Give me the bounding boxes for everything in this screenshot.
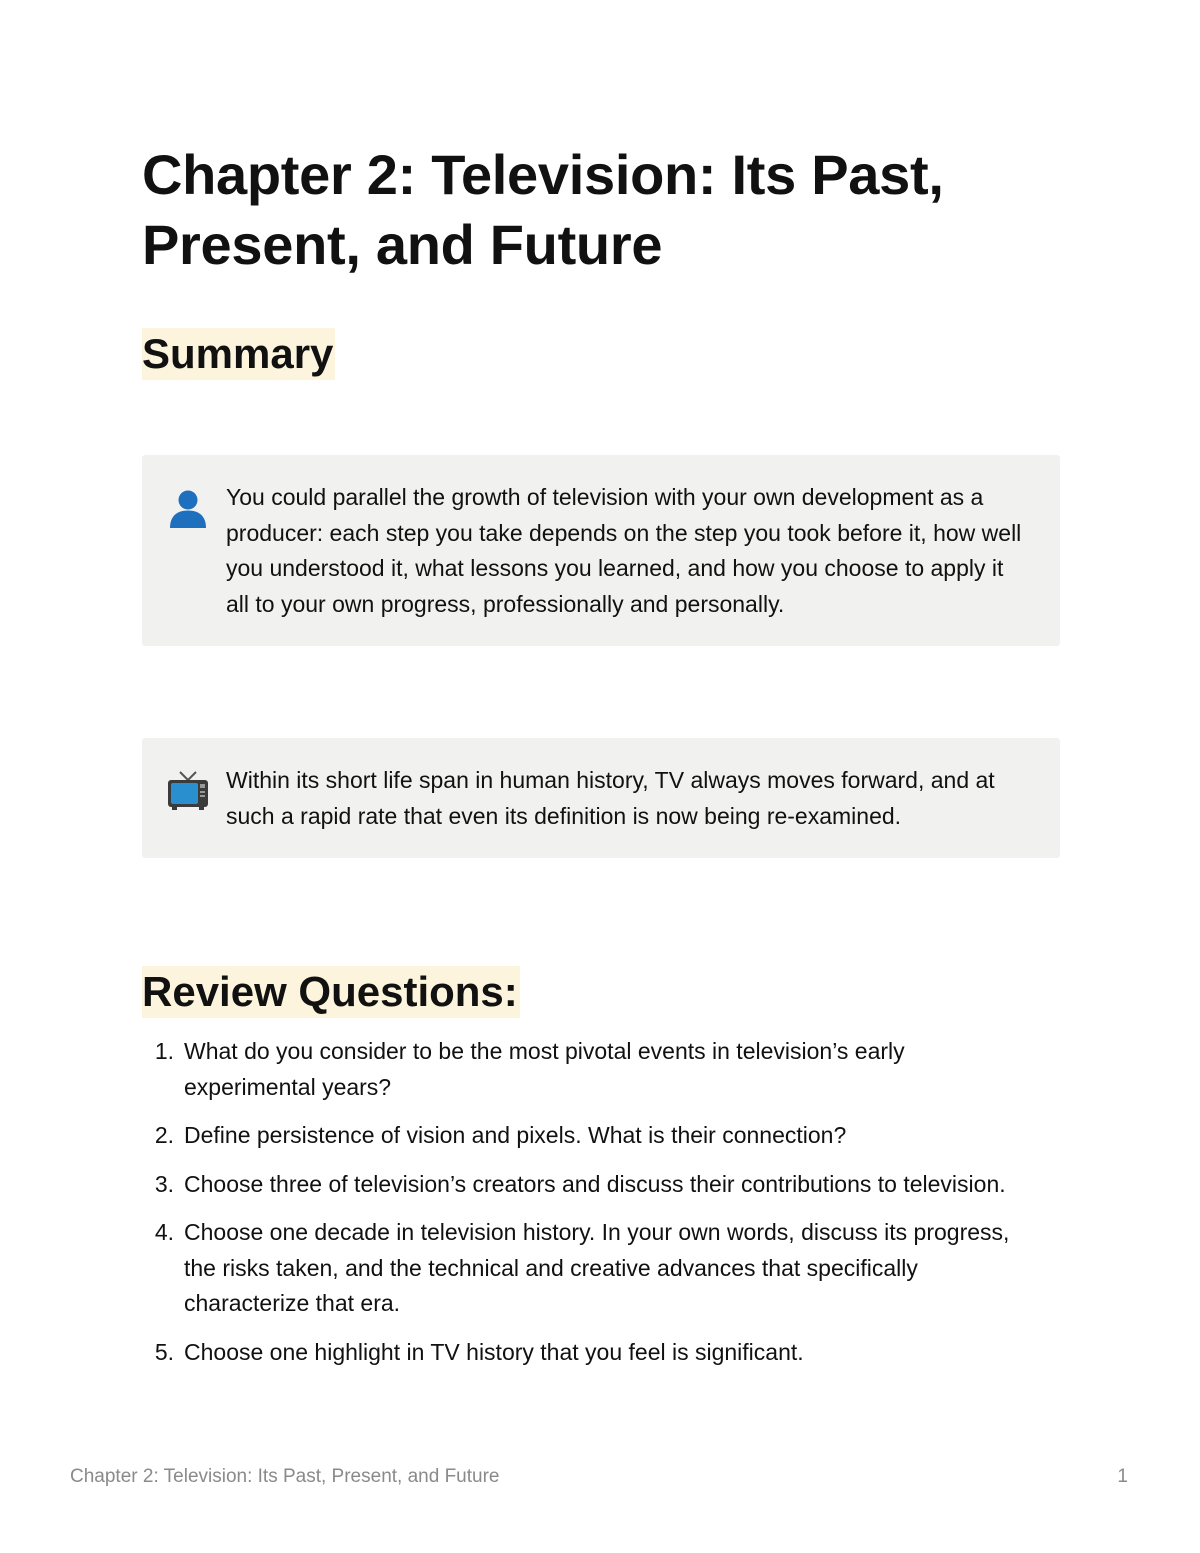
page-number: 1 [1117,1466,1128,1487]
callout-text: You could parallel the growth of television with your own development as a producer: each step you take depends on the step you took before it, how well you understood it, what lessons you learned, and how you choose to apply it all to your own progress, professionally and personally. [226,484,1022,617]
list-item-text: What do you consider to be the most pivotal events in television’s early experimental years? [184,1038,905,1100]
page-content [142,140,1060,1383]
list-item-text: Choose one decade in television history. In your own words, discuss its progress, the risks taken, and the technical and creative advances that specifically characterize that era. [184,1219,1010,1316]
list-item [142,1335,1060,1371]
list-number: 2. [154,1122,174,1148]
list-number: 3. [154,1170,174,1197]
summary-heading-wrap [142,328,1060,380]
review-heading: Review Questions: [142,966,520,1018]
person-silhouette-icon [166,489,210,529]
list-item [142,1034,1060,1105]
callout-text: Within its short life span in human history, TV always moves forward, and at such a rapid rate that even its definition is now being re-examined. [226,767,995,829]
page-title: Chapter 2: Television: Its Past, Present, and Future [142,143,944,276]
list-item [142,1215,1060,1322]
list-item-text: Choose one highlight in TV history that you feel is significant. [184,1338,804,1365]
callout-producer-growth [142,455,1060,646]
list-item-text: Define persistence of vision and pixels. What is their connection? [184,1122,847,1148]
list-number: 4. [154,1219,174,1245]
list-item [142,1167,1060,1203]
page-footer [70,1464,1128,1490]
callout-tv-progress [142,738,1060,858]
list-item [142,1118,1060,1154]
list-number: 1. [154,1038,174,1064]
television-icon [166,771,210,811]
review-questions-list [142,1034,1060,1370]
footer-title: Chapter 2: Television: Its Past, Present, and Future [70,1466,500,1487]
list-number: 5. [154,1338,174,1365]
review-section [142,966,1060,1370]
summary-heading: Summary [142,328,335,380]
list-item-text: Choose three of television’s creators and discuss their contributions to television. [184,1170,1006,1197]
